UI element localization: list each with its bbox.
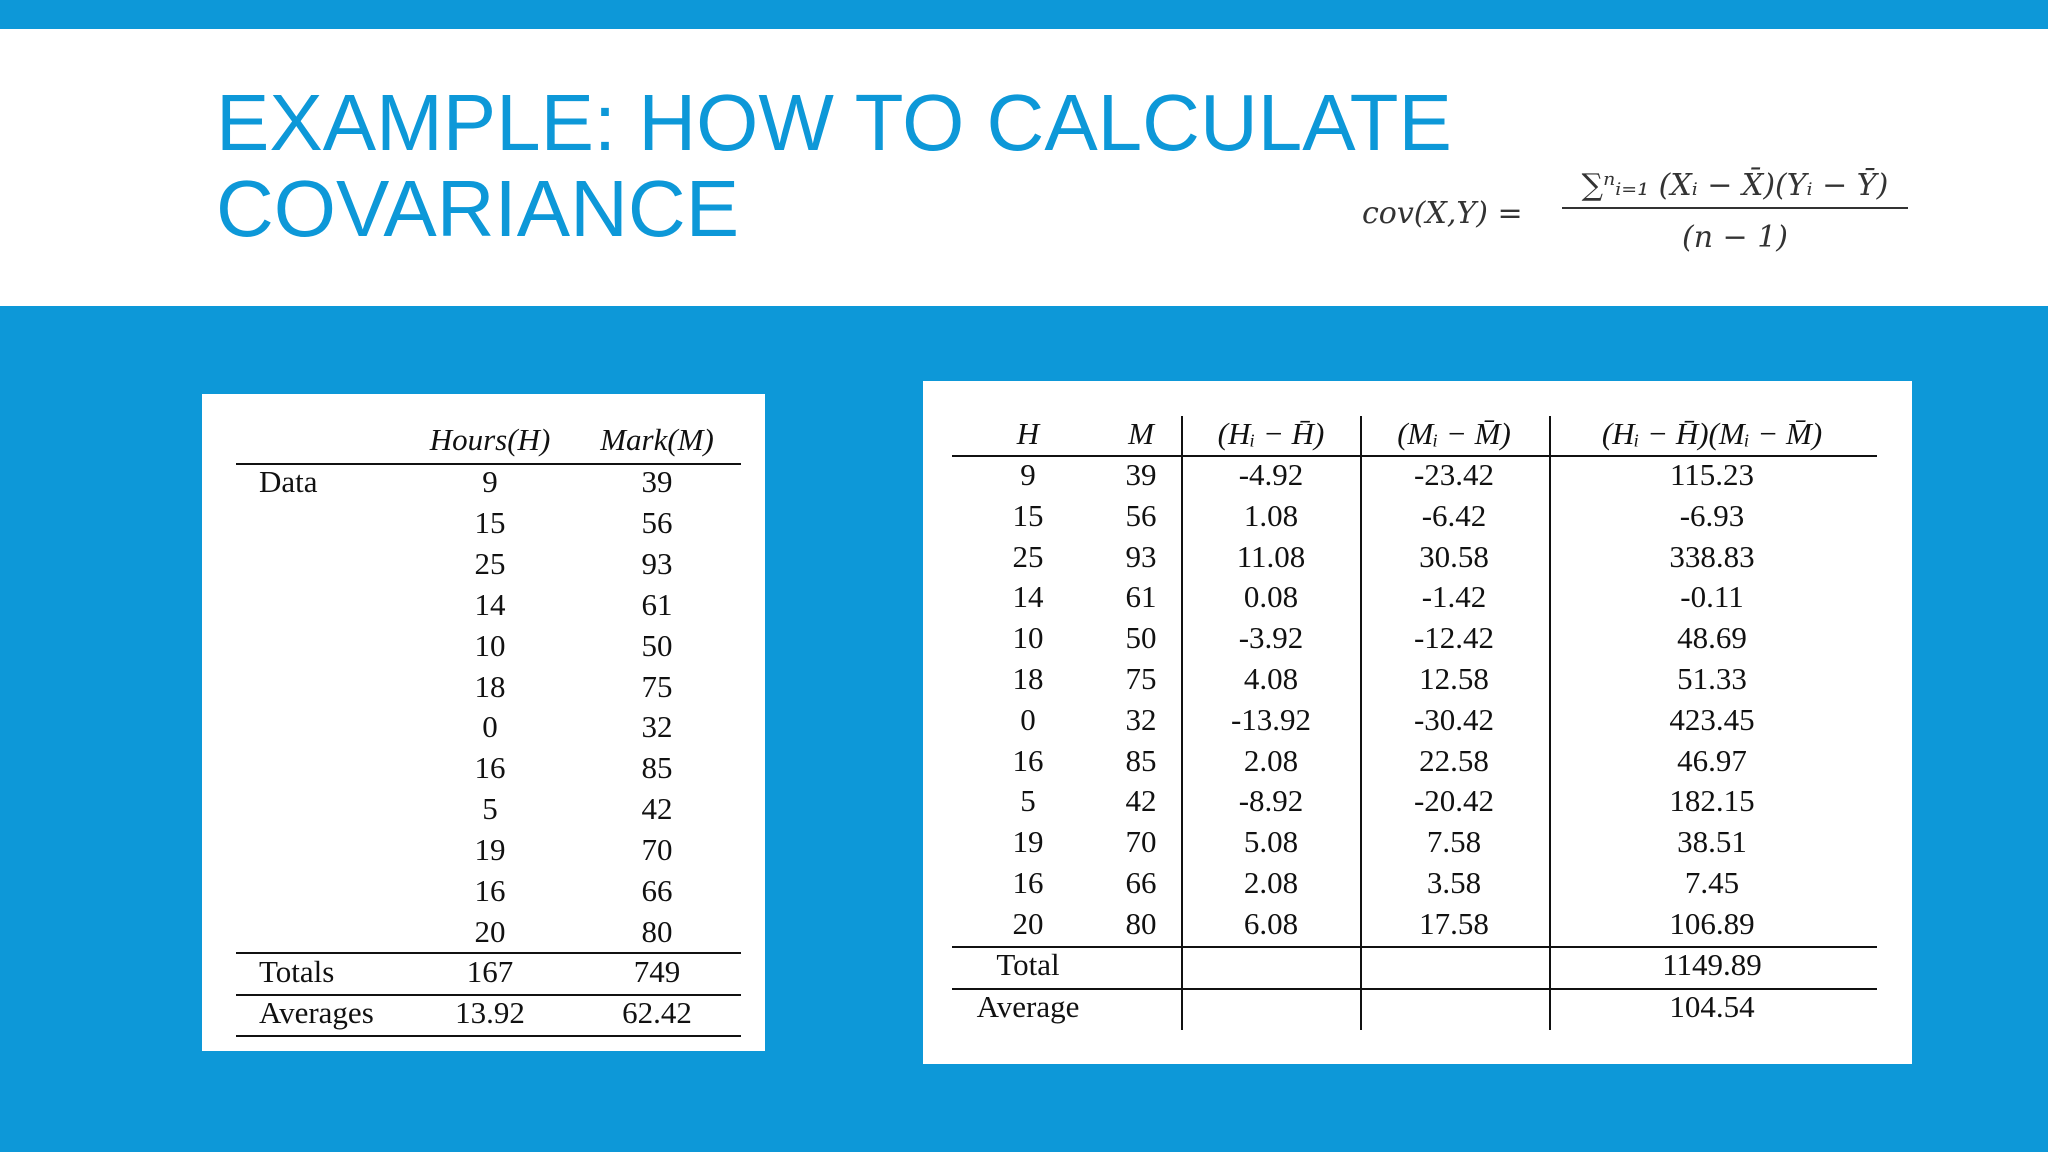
product-value: 106.89 [1669,905,1755,941]
m-value: 32 [1125,701,1157,737]
average-label: Average [976,989,1080,1024]
hours-value: 14 [474,586,506,622]
h-deviation: 1.08 [1243,497,1299,533]
h-deviation: -3.92 [1238,620,1304,656]
h-deviation: 0.08 [1243,579,1299,615]
hours-value: 18 [474,668,506,704]
table-rule [236,1035,741,1037]
m-deviation: -1.42 [1421,579,1487,615]
product-value: 182.15 [1669,783,1755,819]
header-mark: Mark(M) [600,422,714,457]
m-deviation: -23.42 [1413,457,1495,492]
m-value: 80 [1125,905,1157,941]
totals-label: Totals [259,954,335,989]
mark-value: 66 [641,873,673,908]
h-deviation: 4.08 [1243,661,1299,696]
total-label: Total [996,947,1060,982]
mark-value: 32 [641,709,673,745]
h-value: 14 [1012,579,1044,615]
header-hours: Hours(H) [429,422,551,457]
header-h-dev: (Hᵢ − H̄) [1217,416,1325,451]
h-value: 25 [1012,538,1044,574]
hours-value: 19 [474,832,506,868]
product-value: 115.23 [1669,457,1755,492]
h-value: 0 [1020,701,1036,737]
header-m: M [1128,416,1154,451]
mark-value: 61 [641,586,673,622]
slide-title [216,80,1452,252]
column-divider [1549,416,1551,1030]
h-deviation: 5.08 [1243,824,1299,860]
title-line-2: COVARIANCE [216,164,740,253]
m-value: 50 [1125,620,1157,656]
hours-value: 16 [474,873,506,908]
h-value: 15 [1012,497,1044,533]
h-value: 5 [1020,783,1036,819]
column-divider [1181,416,1183,1030]
header-m-dev: (Mᵢ − M̄) [1397,416,1511,451]
m-deviation: -6.42 [1421,497,1487,533]
covariance-table-panel [923,381,1912,1064]
hours-value: 10 [474,627,506,663]
data-label: Data [259,464,318,499]
h-deviation: 2.08 [1243,742,1299,778]
formula-numerator: ∑ⁿᵢ₌₁ (Xᵢ − X̄)(Yᵢ − Ȳ) [1562,168,1908,209]
h-deviation: -13.92 [1230,701,1312,737]
product-value: -6.93 [1679,497,1745,533]
h-deviation: -8.92 [1238,783,1304,819]
product-value: 51.33 [1677,661,1747,696]
m-value: 70 [1125,824,1157,860]
mark-value: 80 [641,913,673,949]
h-deviation: 6.08 [1243,905,1299,941]
m-deviation: 3.58 [1426,865,1482,900]
mark-value: 93 [641,545,673,581]
m-deviation: 17.58 [1419,905,1489,941]
mark-value: 70 [641,832,673,868]
m-value: 42 [1125,783,1157,819]
h-deviation: 2.08 [1243,865,1299,900]
m-value: 93 [1125,538,1157,574]
hours-value: 0 [482,709,498,745]
h-value: 19 [1012,824,1044,860]
h-value: 16 [1012,865,1044,900]
m-value: 39 [1125,457,1157,492]
m-deviation: 22.58 [1419,742,1489,778]
hours-value: 25 [474,545,506,581]
total-mark: 749 [633,954,681,989]
m-deviation: -30.42 [1413,701,1495,737]
product-value: 48.69 [1677,620,1747,656]
average-mark: 62.42 [622,995,692,1030]
product-value: 423.45 [1669,701,1755,737]
m-value: 61 [1125,579,1157,615]
m-deviation: -20.42 [1413,783,1495,819]
mark-value: 75 [641,668,673,704]
mark-value: 42 [641,791,673,827]
h-value: 20 [1012,905,1044,941]
h-deviation: 11.08 [1236,538,1306,574]
hours-value: 15 [474,504,506,540]
m-value: 56 [1125,497,1157,533]
m-deviation: 30.58 [1419,538,1489,574]
m-deviation: 7.58 [1426,824,1482,860]
m-value: 66 [1125,865,1157,900]
h-value: 10 [1012,620,1044,656]
product-value: 338.83 [1669,538,1755,574]
title-line-1: EXAMPLE: HOW TO CALCULATE [216,78,1452,167]
covariance-formula [1362,168,1922,264]
mark-value: 56 [641,504,673,540]
h-value: 18 [1012,661,1044,696]
m-deviation: 12.58 [1419,661,1489,696]
product-value: 7.45 [1684,865,1740,900]
h-deviation: -4.92 [1238,457,1304,492]
header-product: (Hᵢ − H̄)(Mᵢ − M̄) [1601,416,1823,451]
hours-value: 20 [474,913,506,949]
h-value: 9 [1020,457,1036,492]
product-value: 38.51 [1677,824,1747,860]
average-hours: 13.92 [455,995,525,1030]
product-value: 46.97 [1677,742,1747,778]
m-deviation: -12.42 [1413,620,1495,656]
total-value: 1149.89 [1662,947,1762,982]
product-value: -0.11 [1680,579,1744,615]
hours-value: 9 [482,464,498,499]
h-value: 16 [1012,742,1044,778]
mark-value: 85 [641,750,673,786]
hours-value: 16 [474,750,506,786]
header-h: H [1016,416,1040,451]
hours-value: 5 [482,791,498,827]
data-table-panel [202,394,765,1051]
column-divider [1360,416,1362,1030]
total-hours: 167 [466,954,514,989]
m-value: 75 [1125,661,1157,696]
m-value: 85 [1125,742,1157,778]
mark-value: 39 [641,464,673,499]
averages-label: Averages [259,995,374,1030]
average-value: 104.54 [1669,989,1755,1024]
mark-value: 50 [641,627,673,663]
formula-denominator: (n − 1) [1681,220,1789,255]
formula-lhs: cov(X,Y) = [1362,196,1523,231]
